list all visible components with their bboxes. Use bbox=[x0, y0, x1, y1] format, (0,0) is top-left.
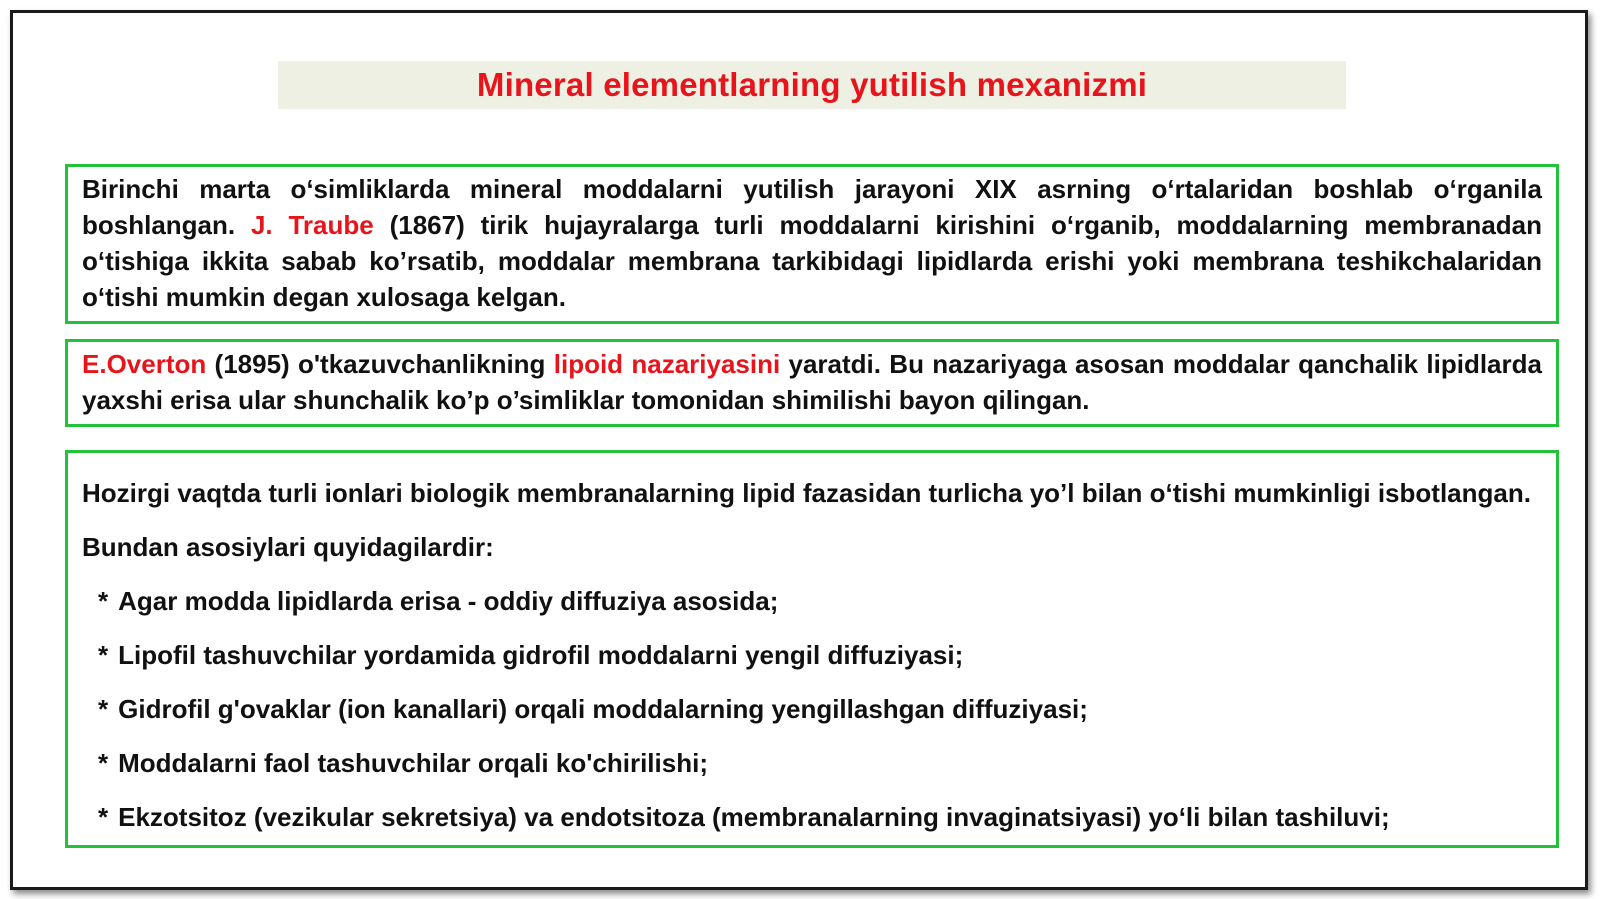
list-item-text: Gidrofil g'ovaklar (ion kanallari) orqali moddalarning yengillashgan diffuziyasi; bbox=[118, 694, 1088, 724]
history-text-2: (1867) tirik hujayralarga turli moddalarni kirishini o‘rganib, moddalarning membranadan o‘tishiga ikkita sabab ko’rsatib, moddalar membrana tarkibidagi lipidlarda erishi yoki membrana teshikchalaridan o‘tishi mumkin degan xulosaga kelgan. bbox=[82, 210, 1543, 312]
list-item bbox=[82, 799, 1542, 835]
history-box bbox=[65, 164, 1559, 324]
overton-text-2: yaratdi. Bu nazariyaga asosan moddalar qanchalik lipidlarda yaxshi erisa ular shunchalik ko’p o’simliklar tomonidan shimilishi bayon qilingan. bbox=[82, 349, 1542, 415]
lipoid-theory-term: lipoid nazariyasini bbox=[553, 349, 781, 379]
traube-name: J. Traube bbox=[250, 210, 374, 240]
mechanisms-lead: Bundan asosiylari quyidagilardir: bbox=[82, 532, 494, 562]
mechanisms-intro: Hozirgi vaqtda turli ionlari biologik membranalarning lipid fazasidan turlicha yo’l bilan o‘tishi mumkinligi isbotlangan. bbox=[82, 478, 1531, 508]
overton-text-1: (1895) o'tkazuvchanlikning bbox=[214, 349, 546, 379]
bullet-mark: * bbox=[98, 748, 109, 778]
bullet-mark: * bbox=[98, 640, 109, 670]
list-item-text: Ekzotsitoz (vezikular sekretsiya) va endotsitoza (membranalarning invaginatsiyasi) yo‘li bilan tashiluvi; bbox=[118, 802, 1390, 832]
bullet-mark: * bbox=[98, 694, 109, 724]
list-item bbox=[82, 691, 1542, 727]
slide-title: Mineral elementlarning yutilish mexanizmi bbox=[476, 66, 1148, 103]
history-text-1: Birinchi marta o‘simliklarda mineral moddalarni yutilish jarayoni XIX asrning o‘rtalaridan boshlab o‘rganila boshlangan. bbox=[82, 174, 1542, 240]
list-item-text: Moddalarni faol tashuvchilar orqali ko'chirilishi; bbox=[118, 748, 708, 778]
list-item bbox=[82, 583, 1542, 619]
list-item-text: Lipofil tashuvchilar yordamida gidrofil moddalarni yengil diffuziyasi; bbox=[118, 640, 964, 670]
title-bar bbox=[278, 61, 1346, 109]
mechanisms-box bbox=[65, 450, 1559, 848]
overton-name: E.Overton bbox=[82, 349, 207, 379]
list-item-text: Agar modda lipidlarda erisa - oddiy diffuziya asosida; bbox=[118, 586, 779, 616]
slide-frame bbox=[10, 10, 1588, 890]
bullet-mark: * bbox=[98, 802, 109, 832]
list-item bbox=[82, 637, 1542, 673]
bullet-mark: * bbox=[98, 586, 109, 616]
list-item bbox=[82, 745, 1542, 781]
overton-box bbox=[65, 339, 1559, 427]
